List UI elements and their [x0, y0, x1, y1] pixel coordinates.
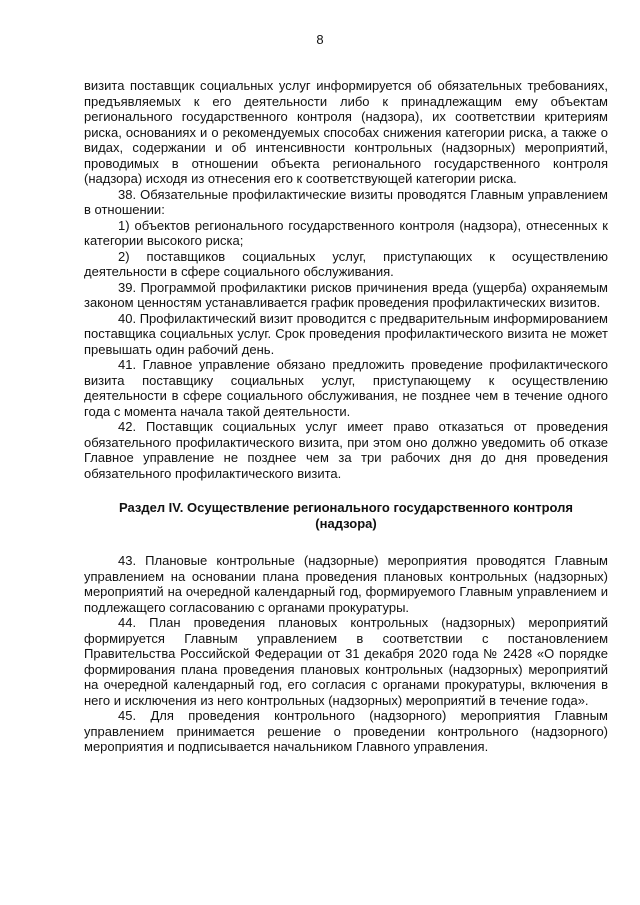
paragraph-38: 38. Обязательные профилактические визиты проводятся Главным управлением в отношении: — [84, 186, 608, 217]
paragraph-44: 44. План проведения плановых контрольных (надзорных) мероприятий формируется Главным управлением в соответствии с постановлением Правительства Российской Федерации от 31 декабря 2020 года № 2428 «О порядке формирования плана проведения плановых контрольных (надзорных) мероприятий на очередной календарный год, его согласия с органами прокуратуры, включения в него и исключения из него контрольных (надзорных) мероприятий в течение года». — [84, 615, 608, 708]
paragraph-40: 40. Профилактический визит проводится с предварительным информированием поставщика социальных услуг. Срок проведения профилактического визита не может превышать один рабочий день. — [84, 310, 608, 357]
paragraph-continuation: визита поставщик социальных услуг информируется об обязательных требованиях, предъявляемых к его деятельности либо к принадлежащим ему объектам регионального государственного контроля (надзора), их соответствии критериям риска, основаниях и о рекомендуемых способах снижения категории риска, а также о видах, содержании и об интенсивности контрольных (надзорных) мероприятий, проводимых в отношении объекта регионального государственного контроля (надзора) исходя из отнесения его к соответствующей категории риска. — [84, 78, 608, 186]
paragraphs-after-section — [84, 553, 608, 755]
paragraph-38-item-2: 2) поставщиков социальных услуг, приступающих к осуществлению деятельности в сфере социального обслуживания. — [84, 248, 608, 279]
paragraphs-before-section — [84, 78, 608, 481]
section-heading: Раздел IV. Осуществление регионального государственного контроля (надзора) — [118, 500, 574, 531]
paragraph-41: 41. Главное управление обязано предложить проведение профилактического визита поставщику социальных услуг, приступающему к осуществлению деятельности в сфере социального обслуживания, не позднее чем в течение одного года с момента начала такой деятельности. — [84, 357, 608, 419]
paragraph-45: 45. Для проведения контрольного (надзорного) мероприятия Главным управлением принимается решение о проведении контрольного (надзорного) мероприятия и подписывается начальником Главного управления. — [84, 708, 608, 754]
document-body — [84, 78, 608, 755]
page-number: 8 — [316, 32, 324, 47]
paragraph-38-item-1: 1) объектов регионального государственного контроля (надзора), отнесенных к категории высокого риска; — [84, 217, 608, 248]
paragraph-43: 43. Плановые контрольные (надзорные) мероприятия проводятся Главным управлением на основании плана проведения плановых контрольных (надзорных) мероприятий на очередной календарный год, формируемого Главным управлением и подлежащего согласованию с органами прокуратуры. — [84, 553, 608, 615]
paragraph-39: 39. Программой профилактики рисков причинения вреда (ущерба) охраняемым законом ценностям устанавливается график проведения профилактических визитов. — [84, 279, 608, 310]
paragraph-42: 42. Поставщик социальных услуг имеет право отказаться от проведения обязательного профилактического визита, при этом оно должно уведомить об отказе Главное управление не позднее чем за три рабочих дня до дня проведения обязательного профилактического визита. — [84, 419, 608, 481]
